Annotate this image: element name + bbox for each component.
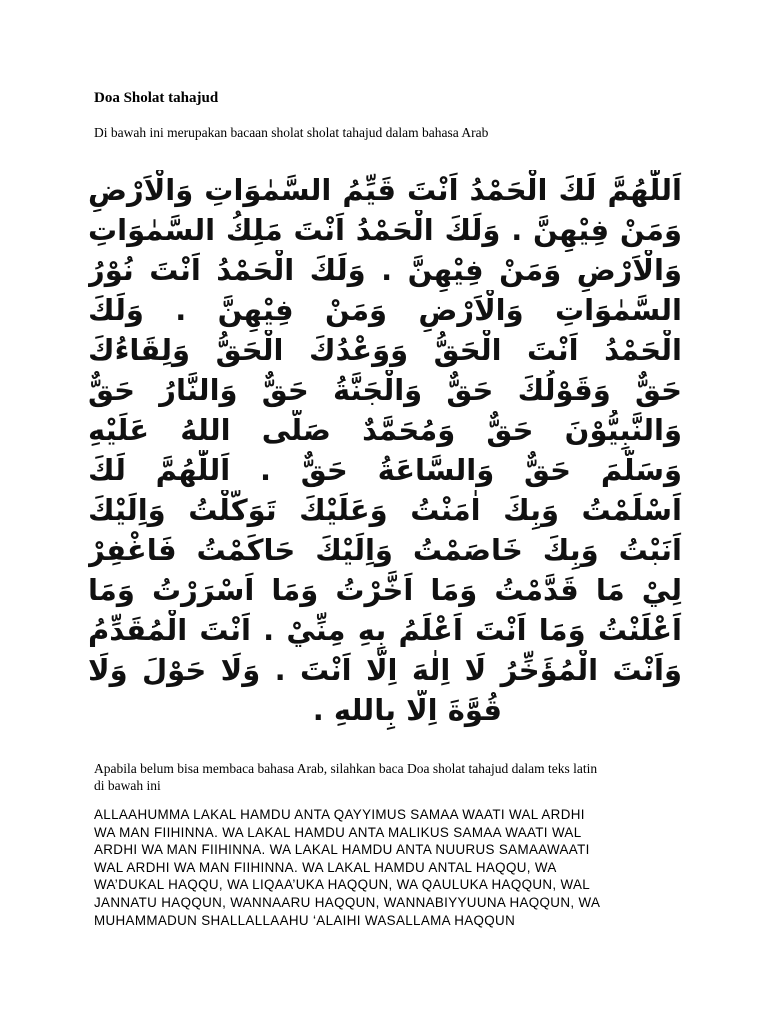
- arabic-line: اَعْلَنْتُ وَمَا اَنْتَ اَعْلَمُ بِهِ مِنِّيْ . اَنْتَ الْمُقَدِّمُ: [88, 613, 682, 647]
- latin-note-line: Apabila belum bisa membaca bahasa Arab, silahkan baca Doa sholat tahajud dalam teks latin: [94, 761, 598, 776]
- latin-line: MUHAMMADUN SHALLALLAAHU ‘ALAIHI WASALLAMA HAQQUN: [94, 912, 516, 928]
- latin-transliteration: [94, 806, 694, 929]
- arabic-line: لِيْ مَا قَدَّمْتُ وَمَا اَخَّرْتُ وَمَا اَسْرَرْتُ وَمَا: [88, 573, 682, 607]
- intro-paragraph: Di bawah ini merupakan bacaan sholat sholat tahajud dalam bahasa Arab: [94, 125, 489, 140]
- arabic-line: وَاَنْتَ الْمُؤَخِّرُ لَا اِلٰهَ اِلَّا اَنْتَ . وَلَا حَوْلَ وَلَا: [88, 653, 682, 687]
- latin-note-line: di bawah ini: [94, 778, 161, 793]
- latin-line: WAL ARDHI WA MAN FIIHINNA. WA LAKAL HAMDU ANTAL HAQQU, WA: [94, 859, 557, 875]
- arabic-line: السَّمٰوَاتِ وَالْاَرْضِ وَمَنْ فِيْهِنَّ . وَلَكَ: [88, 293, 682, 327]
- arabic-line: وَالنَّبِيُّوْنَ حَقٌّ وَمُحَمَّدٌ صَلَّى اللهُ عَلَيْهِ: [88, 413, 682, 447]
- latin-line: WA MAN FIIHINNA. WA LAKAL HAMDU ANTA MALIKUS SAMAA WAATI WAL: [94, 824, 582, 840]
- latin-instruction-paragraph: [94, 760, 694, 794]
- arabic-line: اَنَبْتُ وَبِكَ خَاصَمْتُ وَاِلَيْكَ حَاكَمْتُ فَاغْفِرْ: [88, 533, 682, 567]
- arabic-line: حَقٌّ وَقَوْلُكَ حَقٌّ وَالْجَنَّةُ حَقٌّ وَالنَّارُ حَقٌّ: [88, 373, 682, 407]
- latin-line: ALLAAHUMMA LAKAL HAMDU ANTA QAYYIMUS SAMAA WAATI WAL ARDHI: [94, 807, 585, 822]
- arabic-prayer-text: [88, 166, 682, 734]
- document-title: Doa Sholat tahajud: [94, 90, 219, 106]
- arabic-line: اَللّٰهُمَّ لَكَ الْحَمْدُ اَنْتَ قَيِّمُ السَّمٰوَاتِ وَالْاَرْضِ: [88, 173, 682, 207]
- arabic-line: قُوَّةَ اِلَّا بِاللهِ .: [312, 693, 502, 727]
- arabic-line: وَالْاَرْضِ وَمَنْ فِيْهِنَّ . وَلَكَ الْحَمْدُ اَنْتَ نُوْرُ: [88, 253, 682, 287]
- arabic-line: الْحَمْدُ اَنْتَ الْحَقُّ وَوَعْدُكَ الْحَقُّ وَلِقَاءُكَ: [88, 333, 682, 367]
- latin-line: ARDHI WA MAN FIIHINNA. WA LAKAL HAMDU ANTA NUURUS SAMAAWAATI: [94, 842, 590, 858]
- latin-line: WA’DUKAL HAQQU, WA LIQAA’UKA HAQQUN, WA QAULUKA HAQQUN, WAL: [94, 877, 591, 893]
- arabic-line: وَمَنْ فِيْهِنَّ . وَلَكَ الْحَمْدُ اَنْتَ مَلِكُ السَّمٰوَاتِ: [88, 213, 682, 247]
- arabic-line: وَسَلَّمَ حَقٌّ وَالسَّاعَةُ حَقٌّ . اَللّٰهُمَّ لَكَ: [88, 453, 682, 487]
- arabic-line: اَسْلَمْتُ وَبِكَ اٰمَنْتُ وَعَلَيْكَ تَوَكَّلْتُ وَاِلَيْكَ: [88, 493, 682, 527]
- latin-line: JANNATU HAQQUN, WANNAARU HAQQUN, WANNABIYYUUNA HAQQUN, WA: [94, 894, 601, 910]
